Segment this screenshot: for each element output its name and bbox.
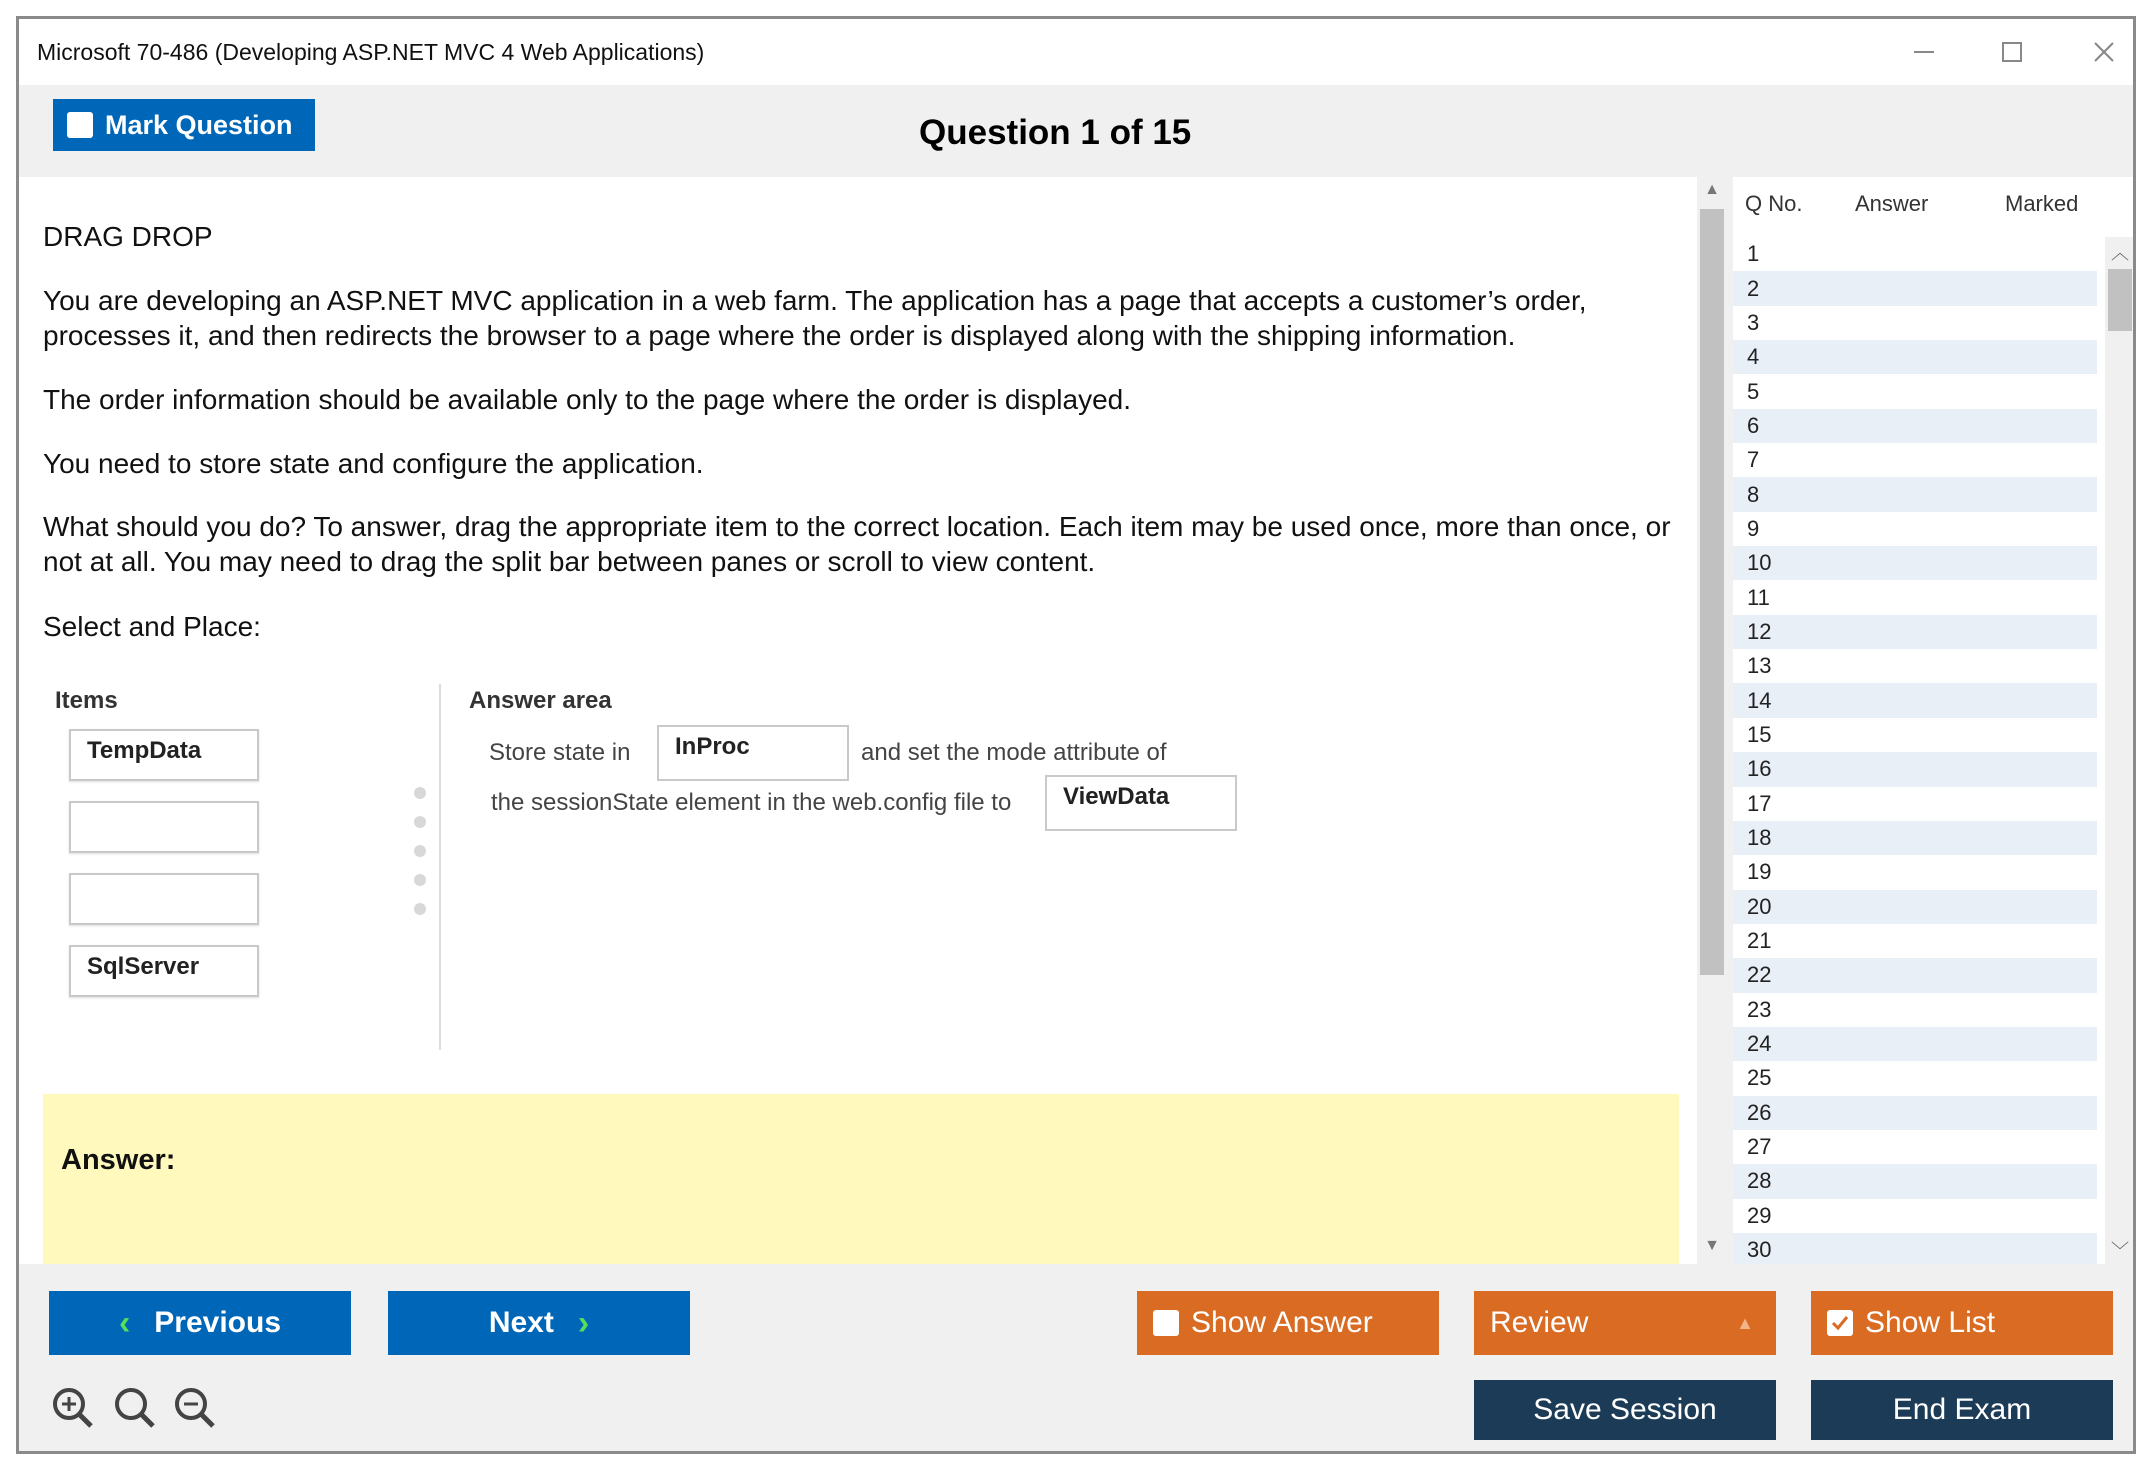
question-list-row[interactable] [1733,512,2097,546]
drop-target-2[interactable]: ViewData [1045,775,1237,831]
question-number: 28 [1747,1168,1772,1194]
column-marked[interactable]: Marked [2005,191,2079,216]
scroll-thumb[interactable] [1700,209,1724,975]
question-list-panel [1733,177,2136,1264]
question-number: 26 [1747,1099,1772,1125]
scroll-thumb[interactable] [2108,269,2132,331]
question-number: 4 [1747,344,1760,370]
question-list-row[interactable] [1733,855,2097,889]
question-number: 9 [1747,515,1760,541]
maximize-icon [2001,41,2023,63]
scroll-down-icon[interactable]: ▼ [1704,1237,1720,1254]
question-list-row[interactable] [1733,340,2097,374]
chevron-down-icon[interactable]: ﹀ [2111,1241,2129,1261]
question-list-row[interactable] [1733,1233,2097,1267]
question-type: DRAG DROP [43,221,213,252]
question-list-row[interactable] [1733,752,2097,786]
answer-panel [43,1094,1679,1264]
split-handle-dot[interactable] [414,845,426,857]
minimize-button[interactable] [1889,29,1959,75]
question-number: 2 [1747,275,1760,301]
question-list-row[interactable] [1733,546,2097,580]
question-list [1733,237,2097,1267]
scroll-up-icon[interactable]: ▲ [1704,181,1720,198]
answer-line1-suffix: and set the mode attribute of [861,739,1167,766]
answer-line1-prefix: Store state in [489,739,631,766]
question-number: 12 [1747,618,1772,644]
question-number: 19 [1747,859,1772,885]
question-list-row[interactable] [1733,683,2097,717]
question-list-row[interactable] [1733,718,2097,752]
question-list-scrollbar[interactable] [2105,237,2135,1264]
question-number: 16 [1747,756,1772,782]
question-list-row[interactable] [1733,787,2097,821]
review-label: Review [1490,1306,1589,1339]
answer-line2-prefix: the sessionState element in the web.config file to [491,789,1012,816]
question-list-row[interactable] [1733,1130,2097,1164]
drag-item[interactable] [69,801,259,853]
question-paragraph: What should you do? To answer, drag the appropriate item to the correct location. Each item may be used once, more than once, or not at all. You may need to drag the split bar between panes or scroll to view content. [43,511,1671,577]
question-number: 27 [1747,1134,1772,1160]
footer-bar [19,1264,2133,1454]
question-header [19,85,2133,177]
drop-target-1[interactable]: InProc [657,725,849,781]
question-list-row[interactable] [1733,374,2097,408]
zoom-reset-icon[interactable] [111,1384,159,1432]
question-number: 20 [1747,893,1772,919]
question-number: 21 [1747,928,1772,954]
question-list-row[interactable] [1733,237,2097,271]
question-list-row[interactable] [1733,821,2097,855]
drag-item[interactable] [69,873,259,925]
question-number: 14 [1747,687,1772,713]
split-handle-dot[interactable] [414,903,426,915]
answer-label: Answer: [61,1144,176,1176]
question-list-row[interactable] [1733,890,2097,924]
show-list-button[interactable] [1811,1291,2113,1355]
column-qno[interactable]: Q No. [1745,191,1803,216]
question-paragraph: You are developing an ASP.NET MVC application in a web farm. The application has a page that accepts a customer’s order, processes it, and then redirects the browser to a page where the order is displayed along with the shipping information. [43,285,1587,351]
zoom-out-icon[interactable] [171,1384,219,1432]
minimize-icon [1912,40,1936,64]
question-number: 15 [1747,721,1772,747]
question-paragraph: The order information should be available only to the page where the order is displayed. [43,384,1131,415]
question-title: Question 1 of 15 [919,113,1192,152]
maximize-button[interactable] [1977,29,2047,75]
question-number: 7 [1747,447,1760,473]
show-answer-label: Show Answer [1191,1306,1373,1339]
question-number: 8 [1747,481,1760,507]
drag-item[interactable]: SqlServer [69,945,259,997]
chevron-left-icon: ‹ [118,1303,131,1342]
question-number: 11 [1747,584,1770,610]
checkbox-icon [67,112,93,138]
question-number: 29 [1747,1202,1772,1228]
chevron-right-icon: › [577,1303,590,1342]
split-bar[interactable] [439,684,441,1050]
title-bar [19,19,2133,85]
window-title: Microsoft 70-486 (Developing ASP.NET MVC 4 Web Applications) [37,38,705,65]
review-button[interactable] [1474,1291,1776,1355]
question-list-row[interactable] [1733,580,2097,614]
previous-label: Previous [154,1306,282,1339]
question-list-row[interactable] [1733,1199,2097,1233]
question-list-row[interactable] [1733,615,2097,649]
split-handle-dot[interactable] [414,816,426,828]
question-list-row[interactable] [1733,1096,2097,1130]
checkbox-checked-icon [1827,1310,1853,1336]
question-list-row[interactable] [1733,1027,2097,1061]
chevron-up-icon[interactable]: ︿ [2111,243,2129,263]
next-button[interactable] [388,1291,690,1355]
question-list-row[interactable] [1733,924,2097,958]
question-number: 22 [1747,962,1772,988]
question-number: 5 [1747,378,1760,404]
question-list-row[interactable] [1733,993,2097,1027]
answer-area-label: Answer area [469,687,612,714]
question-number: 10 [1747,550,1772,576]
question-number: 18 [1747,825,1772,851]
question-list-row[interactable] [1733,477,2097,511]
question-list-header [1733,177,2136,231]
question-number: 24 [1747,1031,1772,1057]
close-icon [2093,41,2115,63]
previous-button[interactable] [49,1291,351,1355]
question-list-row[interactable] [1733,649,2097,683]
question-number: 6 [1747,412,1760,438]
split-handle-dot[interactable] [414,874,426,886]
show-list-label: Show List [1865,1306,1996,1339]
question-list-row[interactable] [1733,1164,2097,1198]
question-number: 3 [1747,309,1760,335]
question-number: 30 [1747,1237,1772,1263]
save-session-button[interactable]: Save Session [1474,1380,1776,1440]
end-exam-button[interactable]: End Exam [1811,1380,2113,1440]
question-content [19,177,1697,1264]
question-number: 17 [1747,790,1772,816]
question-list-row[interactable] [1733,443,2097,477]
question-paragraph: Select and Place: [43,611,261,642]
question-list-row[interactable] [1733,1061,2097,1095]
question-number: 13 [1747,653,1772,679]
mark-question-label: Mark Question [105,109,293,140]
exam-window [16,16,2136,1454]
split-handle-dot[interactable] [414,787,426,799]
items-label: Items [55,687,118,714]
drag-item[interactable]: TempData [69,729,259,781]
question-number: 25 [1747,1065,1772,1091]
content-scrollbar[interactable] [1697,177,1727,1264]
caret-up-icon: ▲ [1736,1312,1754,1333]
next-label: Next [488,1306,554,1339]
question-paragraph: You need to store state and configure the application. [43,448,704,479]
column-answer[interactable]: Answer [1855,191,1929,216]
question-list-row[interactable] [1733,958,2097,992]
zoom-in-icon[interactable] [49,1384,97,1432]
question-number: 23 [1747,996,1772,1022]
checkbox-icon [1153,1310,1179,1336]
close-button[interactable] [2069,29,2136,75]
question-list-row[interactable] [1733,271,2097,305]
question-number: 1 [1747,241,1760,267]
question-list-row[interactable] [1733,409,2097,443]
question-list-row[interactable] [1733,306,2097,340]
mark-question-button[interactable] [53,99,315,151]
show-answer-button[interactable] [1137,1291,1439,1355]
